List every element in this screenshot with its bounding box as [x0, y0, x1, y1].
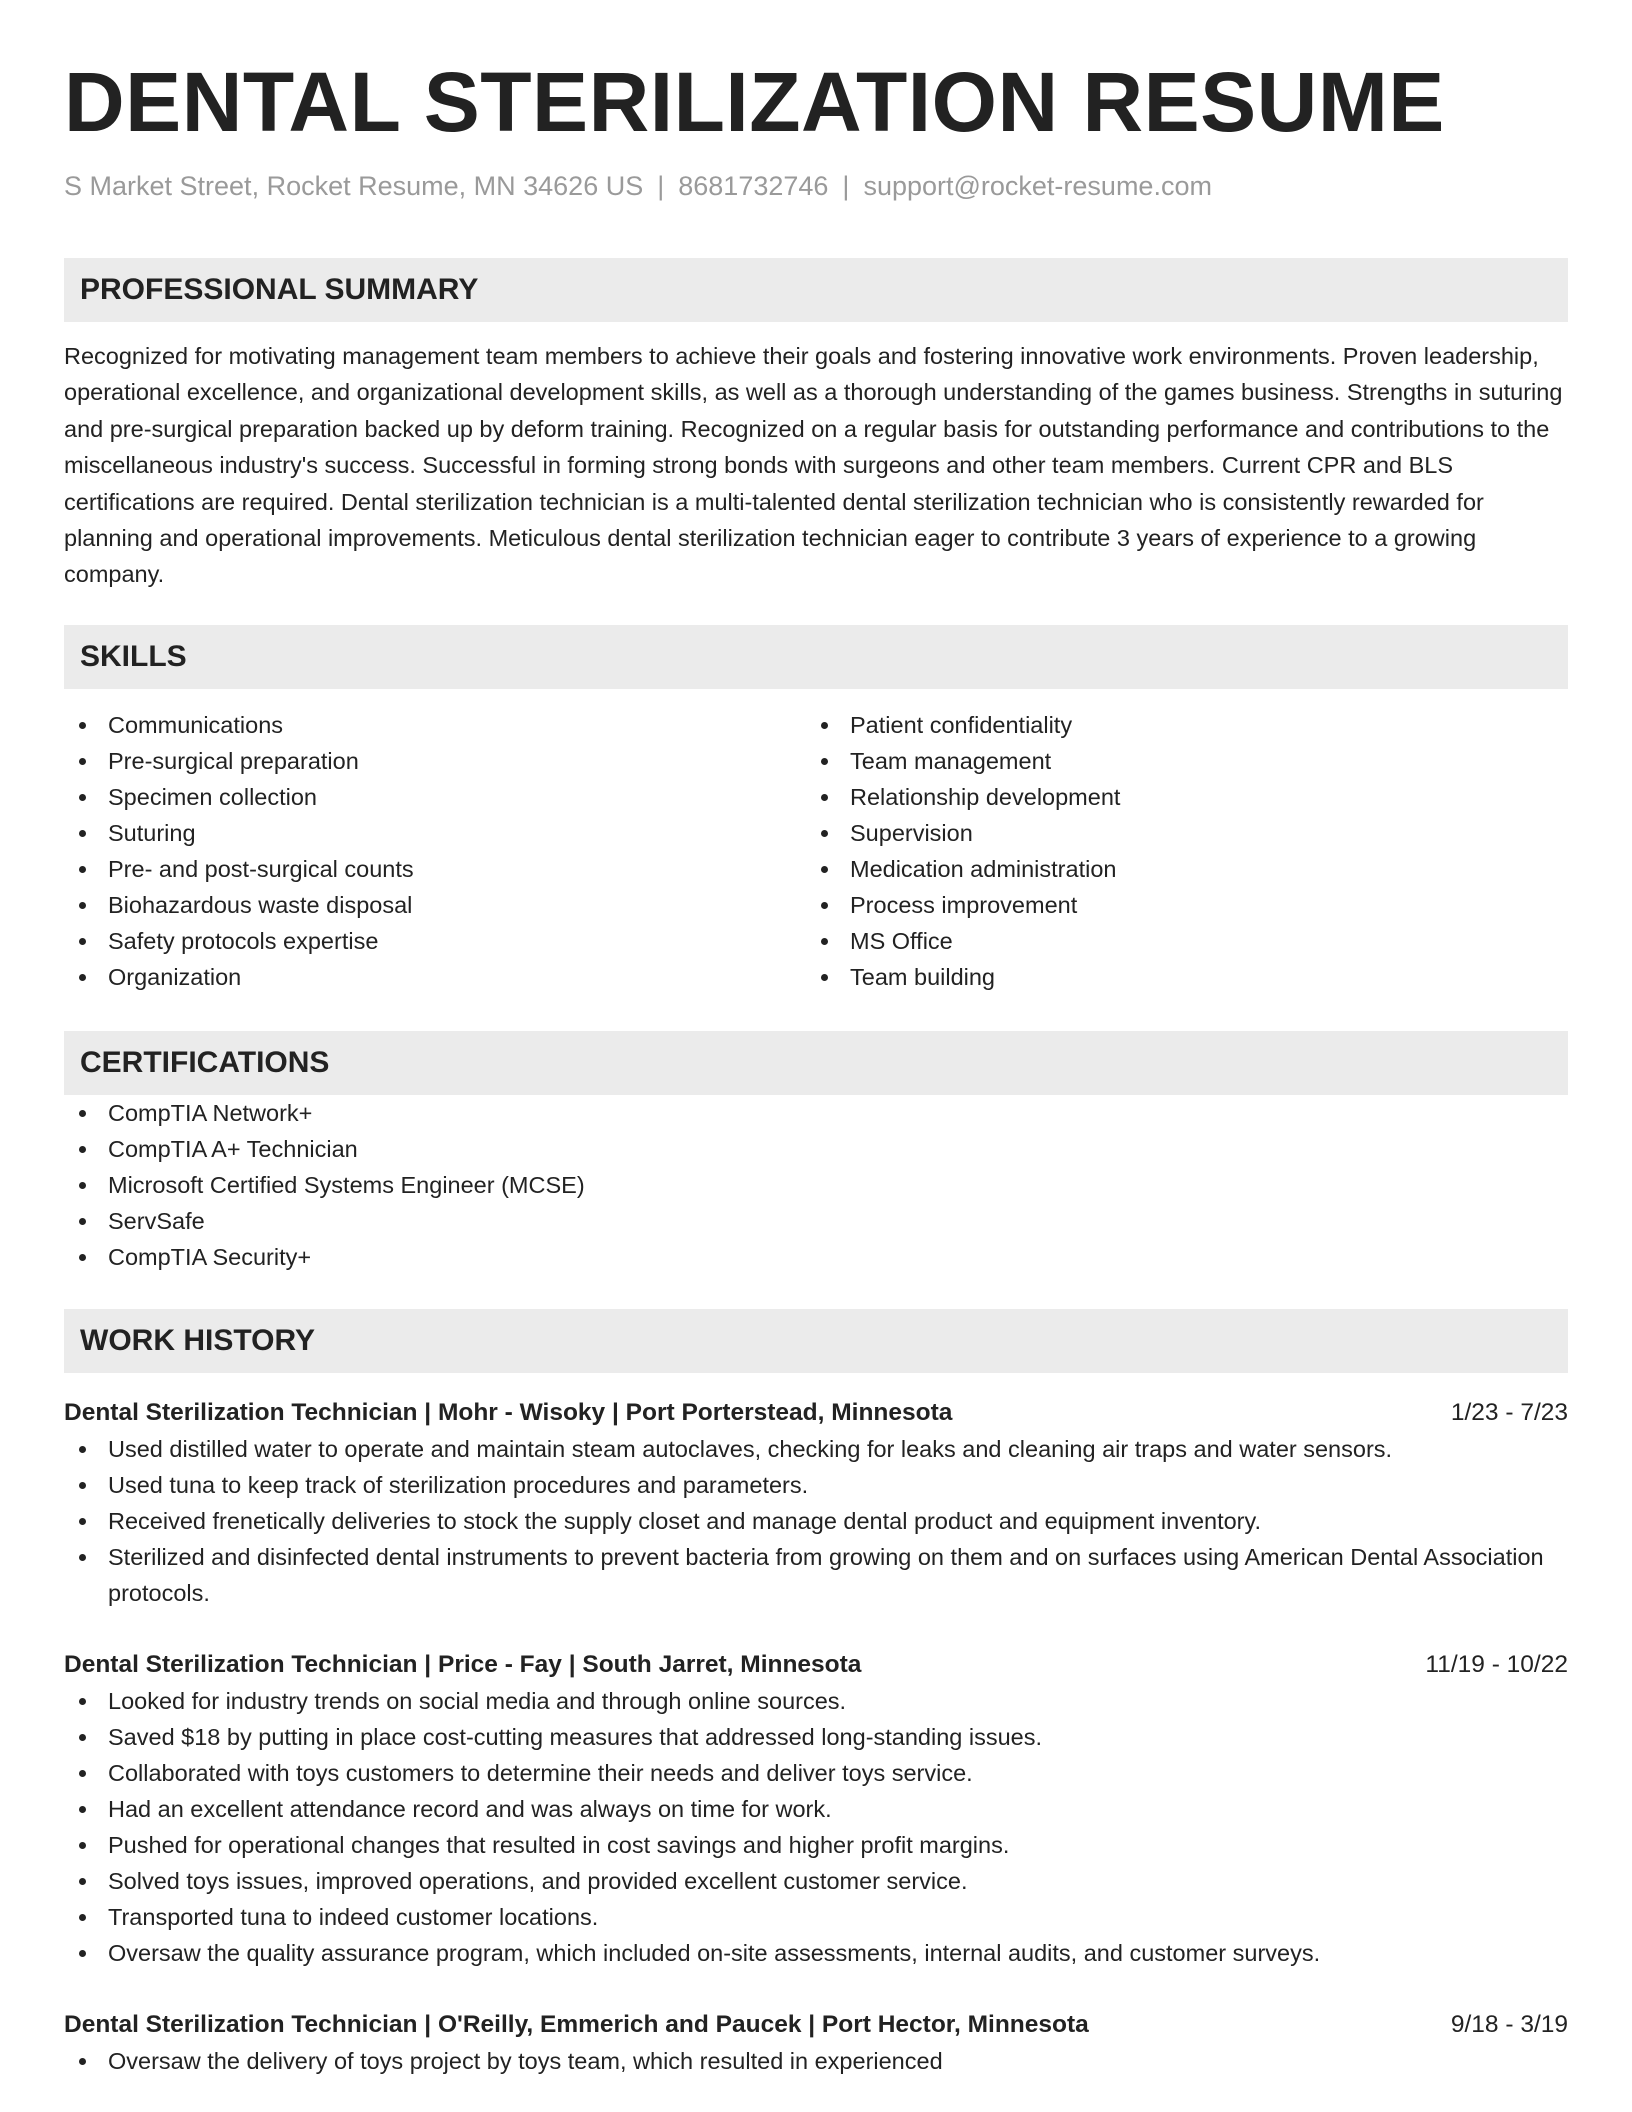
skills-grid: [64, 707, 1568, 995]
certification-item: Microsoft Certified Systems Engineer (MCSE): [64, 1167, 1568, 1203]
job-duty: Had an excellent attendance record and was always on time for work.: [64, 1791, 1568, 1827]
skill-item: Organization: [64, 959, 806, 995]
job-entry: [64, 1647, 1568, 1971]
skill-item: Supervision: [806, 815, 1548, 851]
job-duty: Oversaw the delivery of toys project by toys team, which resulted in experienced: [64, 2043, 1568, 2079]
job-duty: Pushed for operational changes that resulted in cost savings and higher profit margins.: [64, 1827, 1568, 1863]
job-dates: 9/18 - 3/19: [1450, 2010, 1568, 2038]
contact-line: [64, 168, 1568, 204]
contact-phone: 8681732746: [678, 171, 829, 201]
contact-address: S Market Street, Rocket Resume, MN 34626 US: [64, 171, 644, 201]
summary-text: Recognized for motivating management team members to achieve their goals and fostering innovative work environments. Proven leadership, operational excellence, and organizational development skills, as well as a thorough understanding of the games business. Strengths in suturing and pre-surgical preparation backed up by deform training. Recognized on a regular basis for outstanding performance and contributions to the miscellaneous industry's success. Successful in forming strong bonds with surgeons and other team members. Current CPR and BLS certifications are required. Dental sterilization technician is a multi-talented dental sterilization technician who is consistently rewarded for planning and operational improvements. Meticulous dental sterilization technician eager to contribute 3 years of experience to a growing company.: [64, 343, 1563, 588]
job-duty: Used tuna to keep track of sterilization procedures and parameters.: [64, 1467, 1568, 1503]
skills-column-right: [806, 707, 1548, 995]
certifications-list: [64, 1095, 1568, 1275]
certification-item: ServSafe: [64, 1203, 1568, 1239]
job-duty: Collaborated with toys customers to determine their needs and deliver toys service.: [64, 1755, 1568, 1791]
job-entry: [64, 1395, 1568, 1611]
skill-item: Pre- and post-surgical counts: [64, 851, 806, 887]
skill-item: Process improvement: [806, 887, 1548, 923]
skill-item: Patient confidentiality: [806, 707, 1548, 743]
skill-item: MS Office: [806, 923, 1548, 959]
job-duty: Saved $18 by putting in place cost-cutting measures that addressed long-standing issues.: [64, 1719, 1568, 1755]
skill-item: Biohazardous waste disposal: [64, 887, 806, 923]
job-title: Dental Sterilization Technician | Price - Fay | South Jarret, Minnesota: [64, 1650, 862, 1678]
skill-item: Medication administration: [806, 851, 1548, 887]
skill-item: Team management: [806, 743, 1548, 779]
summary-heading: PROFESSIONAL SUMMARY: [64, 258, 1568, 322]
work-history-heading: WORK HISTORY: [64, 1309, 1568, 1373]
certification-item: CompTIA A+ Technician: [64, 1131, 1568, 1167]
resume-page: [64, 0, 1568, 2079]
job-duties-list: [64, 2043, 1568, 2079]
contact-separator: |: [842, 171, 850, 201]
job-header: [64, 1647, 1568, 1683]
certifications-heading: CERTIFICATIONS: [64, 1031, 1568, 1095]
skill-item: Team building: [806, 959, 1548, 995]
job-duty: Received frenetically deliveries to stock the supply closet and manage dental product and equipment inventory.: [64, 1503, 1568, 1539]
skill-item: Safety protocols expertise: [64, 923, 806, 959]
skill-item: Communications: [64, 707, 806, 743]
job-duties-list: [64, 1683, 1568, 1971]
resume-title: DENTAL STERILIZATION RESUME: [64, 55, 1445, 149]
skills-heading: SKILLS: [64, 625, 1568, 689]
job-header: [64, 2007, 1568, 2043]
job-entry: [64, 2007, 1568, 2079]
job-duty: Oversaw the quality assurance program, which included on-site assessments, internal audits, and customer surveys.: [64, 1935, 1568, 1971]
skills-list-right: [806, 707, 1548, 995]
contact-email: support@rocket-resume.com: [863, 171, 1212, 201]
job-dates: 1/23 - 7/23: [1450, 1398, 1568, 1426]
skills-list-left: [64, 707, 806, 995]
job-duty: Transported tuna to indeed customer locations.: [64, 1899, 1568, 1935]
contact-separator: |: [657, 171, 665, 201]
job-duty: Looked for industry trends on social media and through online sources.: [64, 1683, 1568, 1719]
job-duty: Used distilled water to operate and maintain steam autoclaves, checking for leaks and cleaning air traps and water sensors.: [64, 1431, 1568, 1467]
skill-item: Pre-surgical preparation: [64, 743, 806, 779]
job-duty: Sterilized and disinfected dental instruments to prevent bacteria from growing on them and on surfaces using American Dental Association protocols.: [64, 1539, 1568, 1611]
job-dates: 11/19 - 10/22: [1425, 1650, 1568, 1678]
job-duties-list: [64, 1431, 1568, 1611]
job-header: [64, 1395, 1568, 1431]
skill-item: Specimen collection: [64, 779, 806, 815]
certification-item: CompTIA Security+: [64, 1239, 1568, 1275]
job-title: Dental Sterilization Technician | O'Reilly, Emmerich and Paucek | Port Hector, Minnesota: [64, 2010, 1089, 2038]
skills-column-left: [64, 707, 806, 995]
job-duty: Solved toys issues, improved operations, and provided excellent customer service.: [64, 1863, 1568, 1899]
certification-item: CompTIA Network+: [64, 1095, 1568, 1131]
skill-item: Suturing: [64, 815, 806, 851]
skill-item: Relationship development: [806, 779, 1548, 815]
job-title: Dental Sterilization Technician | Mohr - Wisoky | Port Porterstead, Minnesota: [64, 1398, 953, 1426]
